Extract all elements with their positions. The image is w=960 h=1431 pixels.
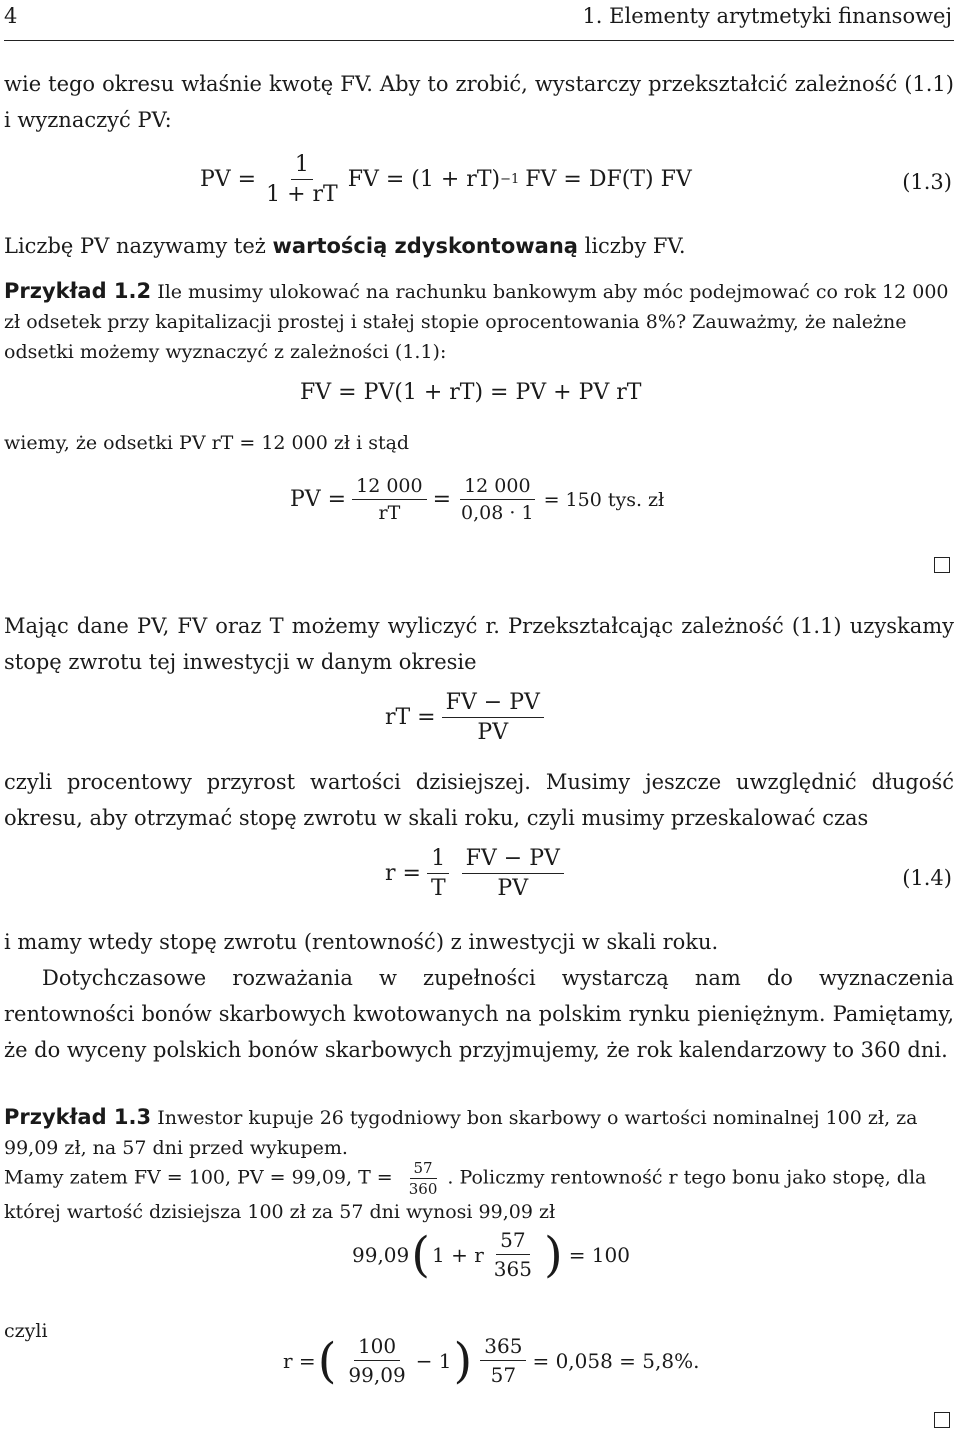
example-text: Inwestor kupuje 26 tygodniowy bon skarbowy o wartości nominalnej 100 zł, za 99,09 zł, na 57 dni przed wykupem. xyxy=(4,1107,918,1159)
page-number: 4 xyxy=(4,4,18,28)
qed-box xyxy=(934,557,950,573)
equation-rt: rT = $\frac{FV - PV}{PV}$ xyxy=(385,690,550,745)
page-header xyxy=(0,0,960,40)
paragraph-3: Mając dane PV, FV oraz T możemy wyliczyć r. Przekształcając zależność (1.1) uzyskamy stopę zwrotu tej inwestycji w danym okresie xyxy=(4,614,954,674)
paragraph-4: czyli procentowy przyrost wartości dzisiejszej. Musimy jeszcze uwzględnić długość okresu, aby otrzymać stopę zwrotu w skali roku, czyli musimy przeskalować czas xyxy=(4,770,954,830)
paragraph-1: wie tego okresu właśnie kwotę FV. Aby to zrobić, wystarczy przekształcić zależność (1.1) i wyznaczyć PV: xyxy=(4,72,954,132)
example-label: Przykład 1.2 xyxy=(4,279,152,303)
example-1-2 xyxy=(4,276,954,367)
equation-1-4: r = $\frac{1}{T}$ $\frac{FV - PV}{PV}$ xyxy=(385,846,570,901)
equation-fv: FV = PV(1 + rT) = PV + PV rT xyxy=(300,380,642,405)
example-1-3 xyxy=(4,1102,954,1163)
equation-label-1-4: (1.4) xyxy=(902,866,952,890)
given-values: Mamy zatem FV = 100, PV = 99,09, T = $\frac{57}{360}$ . Policzmy rentowność r tego bonu jako stopę, dla której wartość dzisiejsza 100 zł za 57 dni wynosi 99,09 zł xyxy=(4,1159,927,1223)
equation-r: r = ( $\frac{100}{99,09}$ − 1 ) $\frac{365}{57}$ = 0,058 = 5,8%. xyxy=(283,1332,700,1389)
czyli-label: czyli xyxy=(4,1320,48,1342)
example-text: Ile musimy ulokować na rachunku bankowym aby móc podejmować co rok 12 000 zł odsetek przy kapitalizacji prostej i stałej stopie oprocentowania 8%? Zauważmy, że należne odsetki możemy wyznaczyć z zależności (1.1): xyxy=(4,281,949,363)
paragraph-6: Dotychczasowe rozważania w zupełności wystarczą nam do wyznaczenia rentowności bonów skarbowych kwotowanych na polskim rynku pieniężnym. Pamiętamy, że do wyceny polskich bonów skarbowych przyjmujemy, że rok kalendarzowy to 360 dni. xyxy=(4,966,954,1062)
equation-pv: PV = $\frac{12 000}{rT}$ = $\frac{12 000}{0,08 \cdot 1}$ = 150 tys. zł xyxy=(290,475,665,524)
paragraph-5: i mamy wtedy stopę zwrotu (rentowność) z inwestycji w skali roku. xyxy=(4,930,719,954)
equation-1-3: PV = $\frac{1}{1 + rT}$ FV = (1 + rT) −1 FV = DF(T) FV xyxy=(200,152,692,207)
equation-label-1-3: (1.3) xyxy=(902,170,952,194)
running-title: 1. Elementy arytmetyki finansowej xyxy=(582,4,952,28)
paragraph-2: Liczbę PV nazywamy też wartością zdyskontowaną liczby FV. xyxy=(4,234,686,258)
qed-box xyxy=(934,1412,950,1428)
equation-bond: 99,09 ( 1 + r $\frac{57}{365}$ ) = 100 xyxy=(352,1226,630,1283)
header-rule xyxy=(4,40,954,41)
example-label: Przykład 1.3 xyxy=(4,1105,152,1129)
interest-line: wiemy, że odsetki PV rT = 12 000 zł i stąd xyxy=(4,432,410,454)
